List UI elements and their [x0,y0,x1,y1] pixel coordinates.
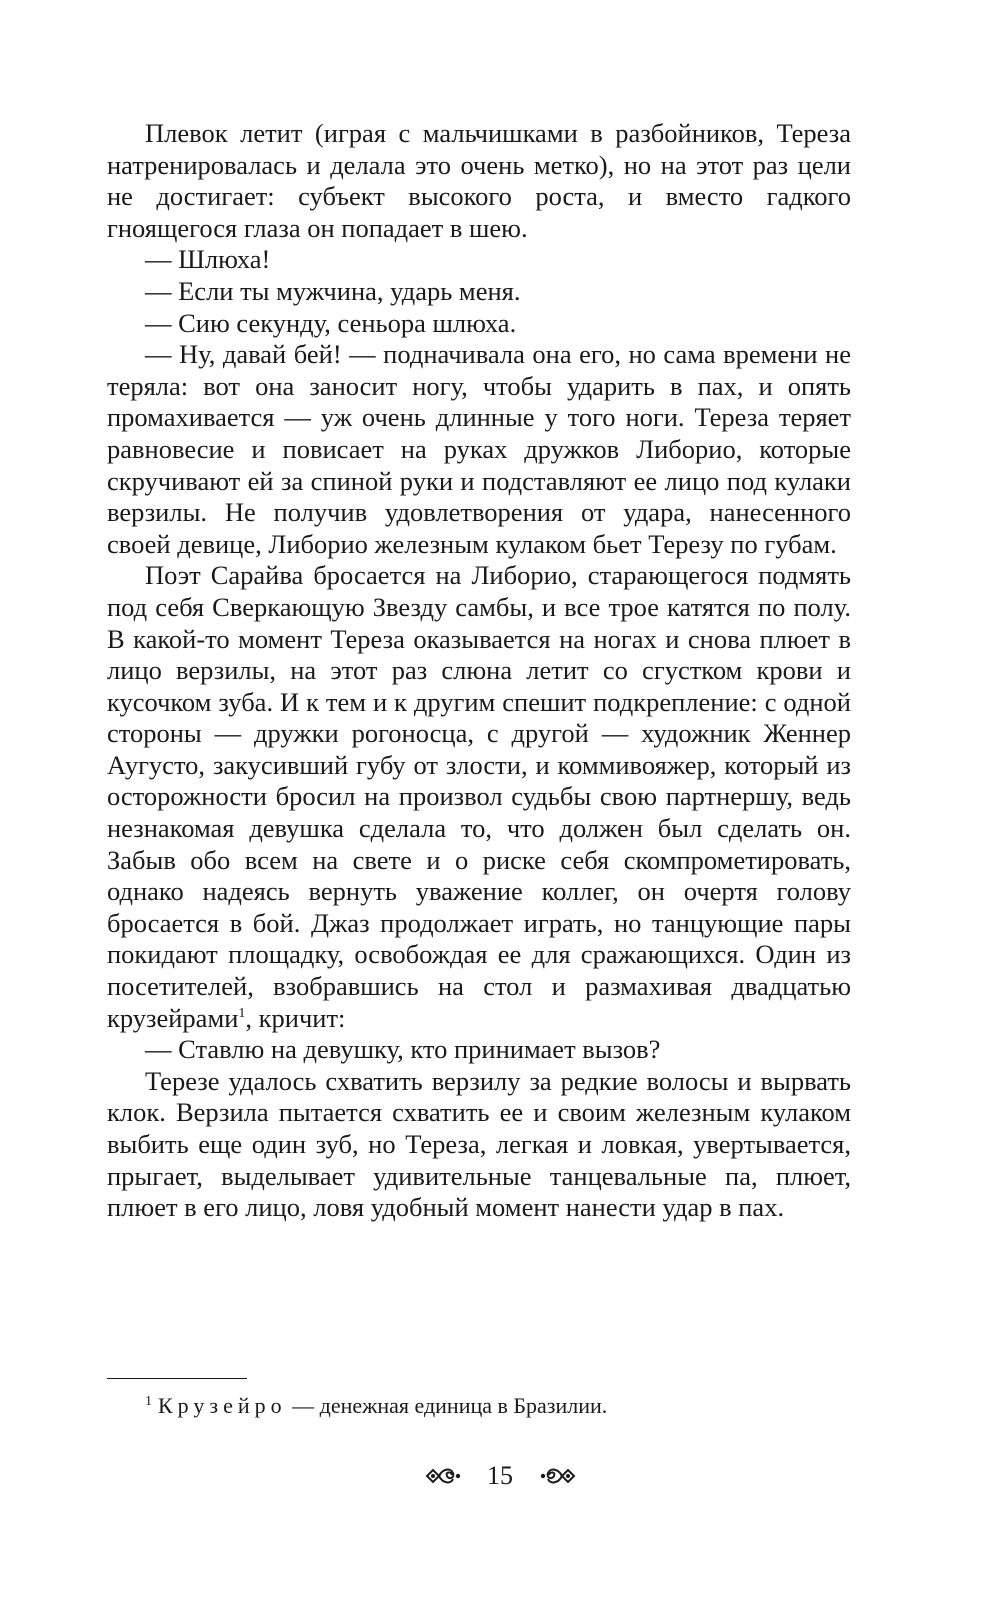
footnote-divider [107,1378,247,1379]
fleuron-right-icon [538,1464,578,1488]
paragraph-fight-text: Поэт Сарайва бросается на Либорио, старающегося подмять под себя Сверкающую Звезду самбы, и все трое катятся по полу. В какой-то момент Тереза оказывается на ногах и снова плюет в лицо верзилы, на этот раз слюна летит со сгустком крови и кусочком зуба. И к тем и к другим спешит подкрепление: с одной стороны — дружки рогоносца, с другой — художник Женнер Аугусто, закусивший губу от злости, и коммивояжер, который из осторожности бросил на произвол судьбы свою партнершу, ведь незнакомая девушка сделала то, что должен был сделать он. Забыв обо всем на свете и о риске себя скомпрометировать, однако надеясь вернуть уважение коллег, он очертя голову бросается в бой. Джаз продолжает играть, но танцующие пары покидают площадку, освобождая ее для сражающихся. Один из посетителей, взобравшись на стол и размахивая двадцатью крузейрами [107,560,851,1033]
dialogue-line-5: — Ставлю на девушку, кто принимает вызов? [145,1034,661,1065]
dialogue-line-1: — Шлюха! [145,244,271,275]
footnote [145,1392,845,1420]
dialogue-line-3: — Сию секунду, сеньора шлюха. [145,307,517,338]
dialogue-line-4: — Ну, давай бей! — подначивала она его, но сама времени не теряла: вот она заносит ногу, чтобы ударить в пах, и опять промахивается — уж очень длинные у того ноги. Тереза теряет равновесие и повисает на руках дружков Либорио, которые скручивают ей за спиной руки и подставляют ее лицо под кулаки верзилы. Не получив удовлетворения от удара, нанесенного своей девице, Либорио железным кулаком бьет Терезу по губам. [107,339,851,559]
page-footer [0,1458,1000,1492]
dialogue-line-2: — Если ты мужчина, ударь меня. [145,275,521,306]
fleuron-left-icon [423,1464,463,1488]
footnote-reference: 1 [238,1005,246,1021]
footnote-text: — денежная единица в Бразилии. [286,1393,608,1418]
footnote-term: Крузейро [158,1393,287,1418]
page-body [107,118,851,1224]
footnote-mark: 1 [145,1393,152,1409]
page-number: 15 [487,1461,513,1491]
paragraph-final: Терезе удалось схватить верзилу за редкие волосы и вырвать клок. Верзила пытается схватить ее и своим железным кулаком выбить еще один зуб, но Тереза, легкая и ловкая, увертывается, прыгает, выделывает удивительные танцевальные па, плюет, плюет в его лицо, ловя удобный момент нанести удар в пах. [107,1065,851,1223]
paragraph-fight: Поэт Сарайва бросается на Либорио, старающегося подмять под себя Сверкающую Звезду самбы, и все трое катятся по полу. В какой-то момент Тереза оказывается на ногах и снова плюет в лицо верзилы, на этот раз слюна летит со сгустком крови и кусочком зуба. И к тем и к другим спешит подкрепление: с одной стороны — дружки рогоносца, с другой — художник Женнер Аугусто, закусивший губу от злости, и коммивояжер, который из осторожности бросил на произвол судьбы свою партнершу, ведь незнакомая девушка сделала то, что должен был сделать он. Забыв обо всем на свете и о риске себя скомпрометировать, однако надеясь вернуть уважение коллег, он очертя голову бросается в бой. Джаз продолжает играть, но танцующие пары покидают площадку, освобождая ее для сражающихся. Один из посетителей, взобравшись на стол и размахивая двадцатью крузейрами$^1$, кричит: [107,560,851,1033]
paragraph-1: Плевок летит (играя с мальчишками в разбойников, Тереза натренировалась и делала это очень метко), но на этот раз цели не достигает: субъект высокого роста, и вместо гадкого гноящегося глаза он попадает в шею. [107,118,851,243]
paragraph-fight-tail: кричит: [258,1002,346,1033]
